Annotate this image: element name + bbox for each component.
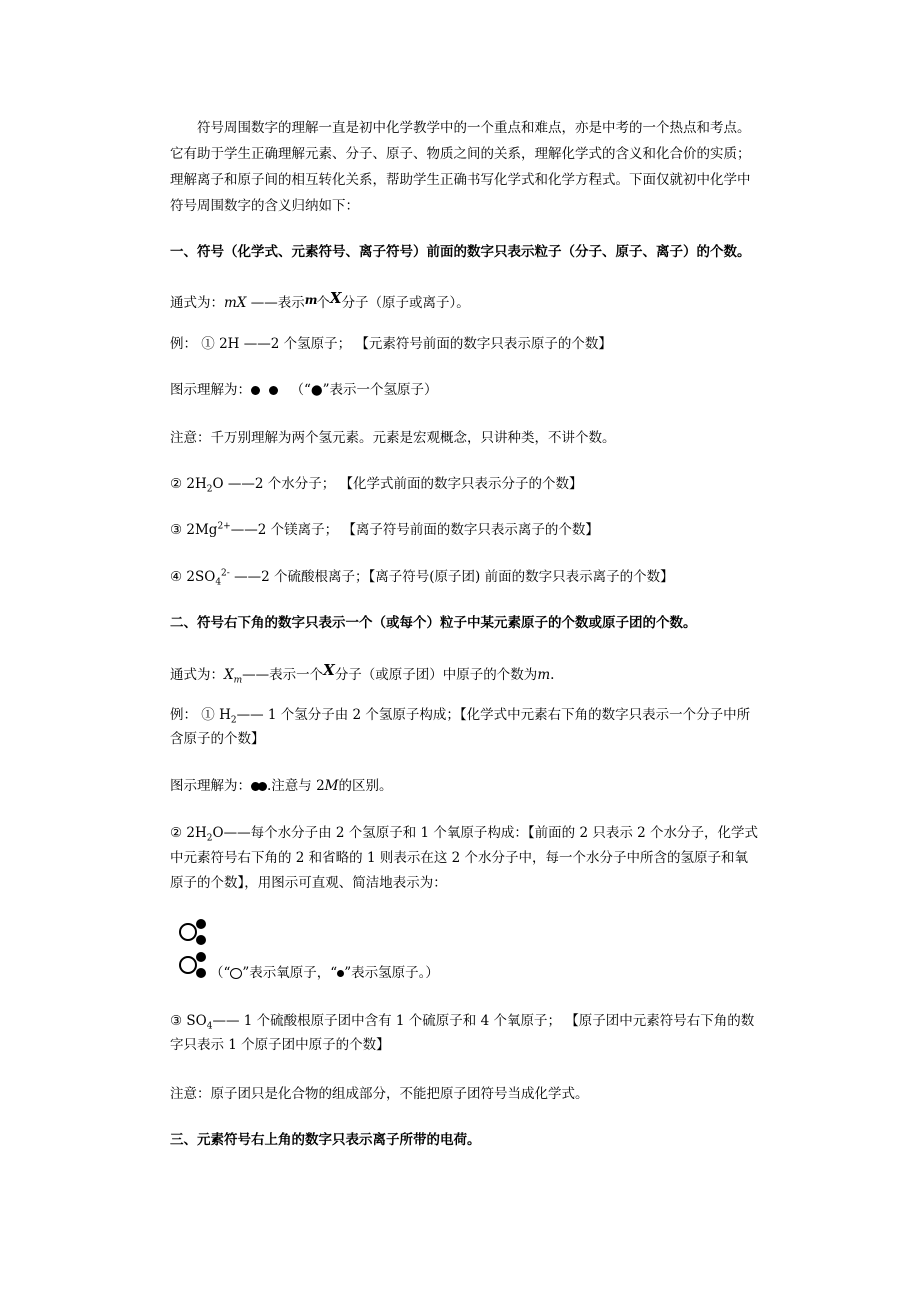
hydrogen-atom-icon (196, 919, 206, 929)
s1-formula-tail: 分子（原子或离子）。 (341, 295, 470, 311)
s2-formula-tail: 分子（或原子团）中原子的个数为 (334, 667, 538, 683)
s2-formula-line (170, 660, 554, 685)
oxygen-atom-icon (180, 957, 196, 973)
s1-ex4-b: ——2 个硫酸根离子；【离子符号(原子团) 前面的数字只表示离子的个数】 (229, 569, 674, 585)
s2-ex3-sub: 4 (206, 1021, 213, 1032)
s2-example-3 (170, 1009, 760, 1057)
s2-example-1 (170, 703, 760, 751)
intro-paragraph: 符号周围数字的理解一直是初中化学教学中的一个重点和难点，亦是中考的一个热点和考点。它有助于学生正确理解元素、分子、原子、物质之间的关系，理解化学式的含义和化合价的实质；理解离子和原子间的相互转化关系，帮助学生正确书写化学式和化学方程式。下面仅就初中化学中符号周围数字的含义归纳如下： (170, 120, 751, 214)
s2-ex2-a: ② 2H (170, 825, 207, 841)
oxygen-atom-icon (180, 924, 196, 940)
s2-diagram-prefix: 图示理解为： (170, 778, 251, 794)
s2-ex1-b: —— 1 个氢分子由 2 个氢原子构成；【化学式中元素右下角的数字只表示一个分子中所含原子的个数】 (170, 707, 751, 747)
s1-formula-x: X (329, 289, 342, 307)
s2-diagram-line (170, 776, 393, 796)
s1-example-2 (170, 474, 583, 494)
s1-formula-ge: 个 (316, 295, 330, 311)
s2-ex1-a: 例： ① H (170, 707, 231, 723)
s2-legend-mid: ”表示氧原子，“ (242, 965, 338, 981)
s1-ex2-b: O ——2 个水分子； 【化学式前面的数字只表示分子的个数】 (212, 476, 583, 492)
s1-diagram-line (170, 380, 438, 400)
s2-legend (210, 963, 439, 983)
s2-ex1-sub: 2 (230, 715, 237, 726)
oxygen-atom-icon (230, 968, 242, 979)
hydrogen-atom-icon (196, 952, 206, 962)
s2-formula-prefix: 通式为： (170, 667, 224, 683)
s1-formula-line (170, 288, 470, 313)
water-molecule-2 (180, 952, 206, 978)
s1-example-3 (170, 520, 599, 540)
s1-note: 注意：千万别理解为两个氢元素。元素是宏观概念，只讲种类，不讲个数。 (170, 430, 616, 446)
section-2-heading: 二、符号右下角的数字只表示一个（或每个）粒子中某元素原子的个数或原子团的个数。 (170, 615, 697, 631)
hydrogen-atom-icon (196, 935, 206, 945)
s2-ex2-b: O——每个水分子由 2 个氢原子和 1 个氧原子构成：【前面的 2 只表示 2 个水分子，化学式中元素符号右下角的 2 和省略的 1 则表示在这 2 个水分子中，每一个水分子中所含的氢原子和氧原子的个数】，用图示可直观、简洁地表示为： (170, 825, 759, 891)
s1-formula-prefix: 通式为： (170, 295, 224, 311)
s2-formula-mid: ——表示一个 (242, 667, 324, 683)
s2-note: 注意：原子团只是化合物的组成部分，不能把原子团符号当成化学式。 (170, 1086, 589, 1102)
s1-ex3-sup: 2+ (217, 521, 231, 532)
s2-example-2 (170, 821, 760, 896)
s2-formula-m: m (537, 667, 551, 683)
s1-formula-symbol: mX (224, 295, 247, 311)
s1-ex2-sub: 2 (206, 484, 213, 495)
s2-legend-end: ”表示氢原子。） (344, 965, 439, 981)
s1-ex4-a: ④ 2SO (170, 569, 216, 585)
hydrogen-atom-icon (258, 782, 267, 791)
s1-diagram-prefix: 图示理解为： (170, 382, 251, 398)
s2-ex3-a: ③ SO (170, 1013, 207, 1029)
s2-formula-sub: m (233, 675, 243, 686)
s2-ex2-sub: 2 (206, 833, 213, 844)
s2-diagram-end: 的区别。 (338, 778, 393, 794)
s1-ex3-b: ——2 个镁离子； 【离子符号前面的数字只表示离子的个数】 (230, 522, 599, 538)
s2-formula-end: . (550, 667, 555, 683)
s2-ex3-b: —— 1 个硫酸根原子团中含有 1 个硫原子和 4 个氧原子； 【原子团中元素符号右下角的数字只表示 1 个原子团中原子的个数】 (170, 1013, 755, 1053)
section-1-heading: 一、符号（化学式、元素符号、离子符号）前面的数字只表示粒子（分子、原子、离子）的个数。 (170, 244, 751, 260)
section-3-heading: 三、元素符号右上角的数字只表示离子所带的电荷。 (170, 1132, 481, 1148)
water-molecule-1 (180, 919, 206, 945)
s1-ex4-sub: 4 (215, 577, 222, 588)
s1-example-1: 例： ① 2H ——2 个氢原子； 【元素符号前面的数字只表示原子的个数】 (170, 336, 612, 352)
hydrogen-atom-icon (269, 386, 278, 395)
s2-diagram-m: M (324, 778, 339, 794)
s1-diagram-tail: （“●”表示一个氢原子） (286, 382, 438, 398)
s2-formula-x: X (323, 661, 335, 679)
s2-legend-open: （“ (210, 965, 231, 981)
s2-formula-symbol: X (224, 667, 234, 683)
s1-formula-mid: ——表示 (246, 295, 305, 311)
s1-formula-m: m (304, 293, 317, 307)
hydrogen-atom-icon (196, 968, 206, 978)
s1-example-4 (170, 567, 674, 587)
water-molecules-diagram (174, 912, 214, 984)
s1-ex3-a: ③ 2Mg (170, 522, 218, 538)
s1-ex2-a: ② 2H (170, 476, 207, 492)
s2-diagram-tail: .注意与 2 (267, 778, 325, 794)
s1-ex4-sup: 2- (221, 568, 230, 579)
hydrogen-atom-icon (251, 386, 260, 395)
